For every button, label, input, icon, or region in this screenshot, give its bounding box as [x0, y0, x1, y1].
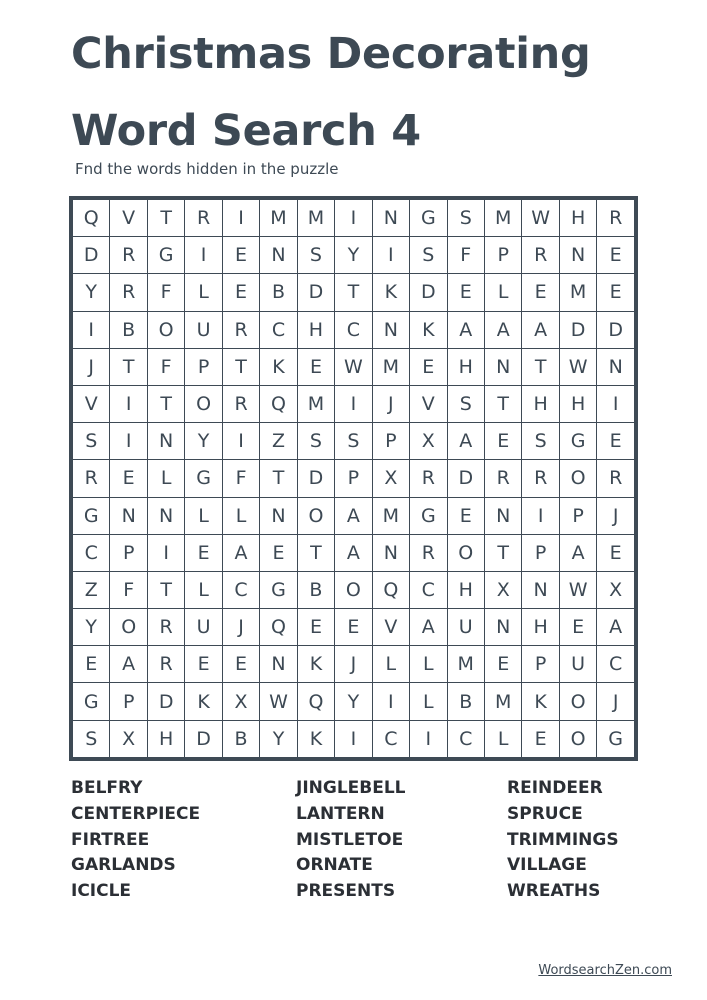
- grid-cell: C: [335, 311, 372, 348]
- grid-cell: L: [410, 646, 447, 683]
- grid-cell: H: [559, 200, 596, 237]
- grid-cell: O: [297, 497, 334, 534]
- grid-row: [73, 460, 635, 497]
- grid-cell: A: [335, 534, 372, 571]
- grid-cell: E: [110, 460, 147, 497]
- grid-cell: E: [297, 609, 334, 646]
- grid-cell: F: [110, 571, 147, 608]
- grid-cell: Q: [73, 200, 110, 237]
- grid-cell: M: [484, 200, 521, 237]
- word-item: FIRTREE: [71, 829, 150, 850]
- grid-cell: C: [597, 646, 635, 683]
- grid-cell: I: [372, 683, 409, 720]
- grid-row: [73, 720, 635, 757]
- grid-cell: T: [147, 571, 184, 608]
- grid-cell: E: [597, 237, 635, 274]
- grid-cell: Z: [260, 423, 297, 460]
- grid-cell: H: [147, 720, 184, 757]
- grid-cell: N: [372, 534, 409, 571]
- grid-row: [73, 385, 635, 422]
- grid-cell: I: [372, 237, 409, 274]
- grid-cell: K: [410, 311, 447, 348]
- grid-cell: A: [447, 423, 484, 460]
- grid-cell: K: [297, 646, 334, 683]
- grid-cell: X: [597, 571, 635, 608]
- grid-cell: I: [335, 385, 372, 422]
- grid-cell: U: [185, 311, 222, 348]
- grid-cell: X: [410, 423, 447, 460]
- grid-cell: I: [335, 720, 372, 757]
- grid-cell: W: [559, 348, 596, 385]
- grid-cell: O: [185, 385, 222, 422]
- puzzle-grid: [69, 196, 638, 761]
- grid-cell: N: [260, 237, 297, 274]
- grid-cell: N: [372, 311, 409, 348]
- grid-cell: I: [335, 200, 372, 237]
- grid-cell: R: [185, 200, 222, 237]
- grid-cell: L: [372, 646, 409, 683]
- grid-cell: S: [73, 423, 110, 460]
- grid-cell: Q: [297, 683, 334, 720]
- grid-cell: Y: [335, 237, 372, 274]
- grid-cell: E: [484, 423, 521, 460]
- grid-row: [73, 348, 635, 385]
- page-title-line-1: Christmas Decorating: [71, 29, 591, 79]
- grid-cell: N: [559, 237, 596, 274]
- grid-cell: C: [372, 720, 409, 757]
- grid-cell: T: [147, 385, 184, 422]
- grid-cell: R: [73, 460, 110, 497]
- word-item: VILLAGE: [507, 855, 587, 876]
- grid-cell: N: [372, 200, 409, 237]
- grid-cell: J: [372, 385, 409, 422]
- word-item: WREATHS: [507, 881, 601, 902]
- grid-cell: M: [297, 385, 334, 422]
- grid-cell: M: [260, 200, 297, 237]
- grid-cell: N: [522, 571, 559, 608]
- grid-cell: G: [73, 497, 110, 534]
- grid-cell: X: [484, 571, 521, 608]
- grid-cell: A: [484, 311, 521, 348]
- word-column-3: [507, 776, 619, 905]
- grid-cell: T: [297, 534, 334, 571]
- grid-cell: E: [597, 274, 635, 311]
- grid-cell: S: [297, 423, 334, 460]
- grid-row: [73, 311, 635, 348]
- grid-cell: L: [484, 720, 521, 757]
- grid-cell: O: [559, 460, 596, 497]
- word-column-2: [296, 776, 406, 905]
- grid-cell: L: [185, 274, 222, 311]
- grid-cell: P: [559, 497, 596, 534]
- grid-cell: V: [372, 609, 409, 646]
- grid-cell: H: [297, 311, 334, 348]
- grid-cell: O: [110, 609, 147, 646]
- grid-cell: W: [335, 348, 372, 385]
- grid-cell: X: [222, 683, 259, 720]
- grid-cell: S: [297, 237, 334, 274]
- grid-cell: H: [447, 571, 484, 608]
- grid-cell: K: [372, 274, 409, 311]
- grid-row: [73, 423, 635, 460]
- grid-cell: I: [110, 423, 147, 460]
- word-item: GARLANDS: [71, 855, 176, 876]
- grid-cell: C: [447, 720, 484, 757]
- grid-cell: T: [335, 274, 372, 311]
- grid-cell: O: [447, 534, 484, 571]
- grid-cell: I: [222, 423, 259, 460]
- grid-cell: A: [559, 534, 596, 571]
- grid-cell: R: [410, 460, 447, 497]
- grid-cell: N: [484, 348, 521, 385]
- grid-cell: A: [410, 609, 447, 646]
- grid-cell: Z: [73, 571, 110, 608]
- grid-cell: V: [110, 200, 147, 237]
- grid-cell: R: [222, 311, 259, 348]
- grid-cell: D: [297, 274, 334, 311]
- grid-cell: Y: [335, 683, 372, 720]
- grid-cell: L: [484, 274, 521, 311]
- grid-cell: R: [484, 460, 521, 497]
- grid-cell: E: [447, 274, 484, 311]
- grid-row: [73, 609, 635, 646]
- letter-grid: [72, 199, 635, 758]
- grid-cell: P: [335, 460, 372, 497]
- grid-cell: E: [335, 609, 372, 646]
- grid-cell: L: [147, 460, 184, 497]
- grid-cell: B: [222, 720, 259, 757]
- grid-cell: X: [372, 460, 409, 497]
- grid-cell: E: [260, 534, 297, 571]
- word-item: JINGLEBELL: [296, 778, 406, 798]
- grid-cell: H: [522, 609, 559, 646]
- grid-cell: G: [410, 497, 447, 534]
- grid-cell: Q: [260, 385, 297, 422]
- grid-cell: N: [147, 497, 184, 534]
- grid-cell: C: [260, 311, 297, 348]
- grid-row: [73, 646, 635, 683]
- grid-cell: G: [73, 683, 110, 720]
- grid-cell: E: [410, 348, 447, 385]
- grid-cell: L: [185, 497, 222, 534]
- grid-cell: P: [110, 683, 147, 720]
- grid-cell: Q: [260, 609, 297, 646]
- grid-cell: S: [447, 385, 484, 422]
- grid-cell: Y: [73, 274, 110, 311]
- grid-cell: L: [410, 683, 447, 720]
- grid-cell: V: [410, 385, 447, 422]
- grid-cell: O: [147, 311, 184, 348]
- grid-cell: P: [185, 348, 222, 385]
- grid-cell: Y: [185, 423, 222, 460]
- grid-cell: G: [597, 720, 635, 757]
- grid-cell: P: [372, 423, 409, 460]
- grid-row: [73, 497, 635, 534]
- grid-cell: D: [597, 311, 635, 348]
- grid-cell: U: [185, 609, 222, 646]
- grid-cell: N: [597, 348, 635, 385]
- grid-cell: G: [410, 200, 447, 237]
- grid-cell: E: [484, 646, 521, 683]
- site-link[interactable]: WordsearchZen.com: [538, 963, 672, 978]
- grid-cell: J: [73, 348, 110, 385]
- grid-cell: H: [447, 348, 484, 385]
- grid-cell: S: [447, 200, 484, 237]
- grid-cell: K: [185, 683, 222, 720]
- grid-cell: I: [410, 720, 447, 757]
- grid-cell: C: [222, 571, 259, 608]
- grid-cell: B: [297, 571, 334, 608]
- grid-cell: T: [484, 534, 521, 571]
- grid-cell: G: [147, 237, 184, 274]
- grid-cell: Y: [260, 720, 297, 757]
- grid-cell: K: [297, 720, 334, 757]
- grid-cell: O: [335, 571, 372, 608]
- grid-cell: R: [597, 460, 635, 497]
- grid-cell: R: [522, 460, 559, 497]
- grid-cell: P: [522, 534, 559, 571]
- grid-cell: M: [297, 200, 334, 237]
- page-title-line-2: Word Search 4: [71, 106, 421, 156]
- grid-cell: E: [222, 274, 259, 311]
- grid-row: [73, 683, 635, 720]
- grid-cell: E: [222, 646, 259, 683]
- grid-cell: R: [522, 237, 559, 274]
- grid-cell: S: [335, 423, 372, 460]
- grid-cell: A: [335, 497, 372, 534]
- word-item: ORNATE: [296, 855, 373, 876]
- grid-cell: T: [147, 200, 184, 237]
- grid-cell: M: [372, 348, 409, 385]
- word-item: BELFRY: [71, 778, 143, 798]
- grid-cell: K: [522, 683, 559, 720]
- grid-cell: E: [597, 534, 635, 571]
- word-item: REINDEER: [507, 778, 603, 798]
- grid-cell: A: [447, 311, 484, 348]
- grid-cell: E: [185, 534, 222, 571]
- grid-cell: I: [147, 534, 184, 571]
- grid-cell: G: [185, 460, 222, 497]
- grid-cell: N: [484, 497, 521, 534]
- grid-row: [73, 534, 635, 571]
- word-column-1: [71, 776, 200, 905]
- grid-cell: N: [110, 497, 147, 534]
- word-item: ICICLE: [71, 881, 132, 902]
- word-item: PRESENTS: [296, 881, 396, 902]
- grid-cell: D: [410, 274, 447, 311]
- grid-cell: D: [447, 460, 484, 497]
- grid-cell: T: [222, 348, 259, 385]
- grid-cell: S: [522, 423, 559, 460]
- grid-cell: D: [185, 720, 222, 757]
- grid-cell: K: [260, 348, 297, 385]
- grid-cell: M: [372, 497, 409, 534]
- grid-cell: O: [559, 683, 596, 720]
- grid-cell: D: [297, 460, 334, 497]
- grid-cell: M: [484, 683, 521, 720]
- grid-cell: T: [522, 348, 559, 385]
- grid-cell: E: [447, 497, 484, 534]
- grid-cell: F: [447, 237, 484, 274]
- grid-cell: I: [597, 385, 635, 422]
- grid-cell: C: [410, 571, 447, 608]
- grid-cell: I: [185, 237, 222, 274]
- instructions: Fnd the words hidden in the puzzle: [75, 160, 339, 178]
- grid-cell: N: [260, 646, 297, 683]
- grid-cell: D: [559, 311, 596, 348]
- grid-cell: D: [147, 683, 184, 720]
- grid-cell: I: [110, 385, 147, 422]
- grid-cell: I: [73, 311, 110, 348]
- grid-cell: G: [260, 571, 297, 608]
- grid-cell: T: [260, 460, 297, 497]
- grid-cell: U: [447, 609, 484, 646]
- grid-cell: R: [147, 609, 184, 646]
- grid-cell: N: [147, 423, 184, 460]
- grid-cell: G: [559, 423, 596, 460]
- grid-cell: E: [73, 646, 110, 683]
- grid-cell: E: [522, 274, 559, 311]
- grid-cell: A: [110, 646, 147, 683]
- grid-cell: N: [260, 497, 297, 534]
- grid-cell: F: [147, 274, 184, 311]
- grid-cell: I: [522, 497, 559, 534]
- grid-cell: U: [559, 646, 596, 683]
- grid-row: [73, 274, 635, 311]
- grid-cell: X: [110, 720, 147, 757]
- grid-cell: M: [447, 646, 484, 683]
- word-item: SPRUCE: [507, 803, 583, 824]
- grid-cell: P: [110, 534, 147, 571]
- grid-cell: R: [110, 274, 147, 311]
- grid-cell: Y: [73, 609, 110, 646]
- grid-cell: F: [147, 348, 184, 385]
- grid-cell: M: [559, 274, 596, 311]
- grid-row: [73, 571, 635, 608]
- grid-cell: C: [73, 534, 110, 571]
- grid-row: [73, 200, 635, 237]
- grid-cell: Q: [372, 571, 409, 608]
- grid-cell: L: [222, 497, 259, 534]
- grid-cell: B: [110, 311, 147, 348]
- word-item: LANTERN: [296, 803, 385, 824]
- grid-cell: O: [559, 720, 596, 757]
- word-item: CENTERPIECE: [71, 803, 201, 824]
- grid-cell: H: [522, 385, 559, 422]
- grid-cell: R: [597, 200, 635, 237]
- grid-cell: E: [185, 646, 222, 683]
- grid-cell: D: [73, 237, 110, 274]
- grid-cell: T: [110, 348, 147, 385]
- grid-cell: B: [447, 683, 484, 720]
- grid-cell: T: [484, 385, 521, 422]
- grid-cell: J: [597, 497, 635, 534]
- word-item: MISTLETOE: [296, 829, 404, 850]
- grid-cell: I: [222, 200, 259, 237]
- grid-cell: W: [522, 200, 559, 237]
- grid-cell: B: [260, 274, 297, 311]
- grid-cell: N: [484, 609, 521, 646]
- grid-cell: J: [222, 609, 259, 646]
- grid-cell: A: [222, 534, 259, 571]
- grid-cell: P: [522, 646, 559, 683]
- grid-cell: E: [522, 720, 559, 757]
- grid-cell: R: [147, 646, 184, 683]
- grid-cell: E: [597, 423, 635, 460]
- grid-cell: R: [222, 385, 259, 422]
- grid-row: [73, 237, 635, 274]
- grid-cell: P: [484, 237, 521, 274]
- grid-cell: E: [559, 609, 596, 646]
- grid-cell: L: [185, 571, 222, 608]
- grid-cell: A: [597, 609, 635, 646]
- word-item: TRIMMINGS: [507, 829, 619, 850]
- grid-cell: E: [222, 237, 259, 274]
- grid-cell: H: [559, 385, 596, 422]
- grid-cell: R: [110, 237, 147, 274]
- grid-cell: V: [73, 385, 110, 422]
- grid-cell: F: [222, 460, 259, 497]
- grid-cell: E: [297, 348, 334, 385]
- grid-cell: W: [559, 571, 596, 608]
- grid-cell: S: [73, 720, 110, 757]
- grid-cell: J: [597, 683, 635, 720]
- grid-cell: R: [410, 534, 447, 571]
- grid-cell: W: [260, 683, 297, 720]
- grid-cell: S: [410, 237, 447, 274]
- grid-cell: A: [522, 311, 559, 348]
- grid-cell: J: [335, 646, 372, 683]
